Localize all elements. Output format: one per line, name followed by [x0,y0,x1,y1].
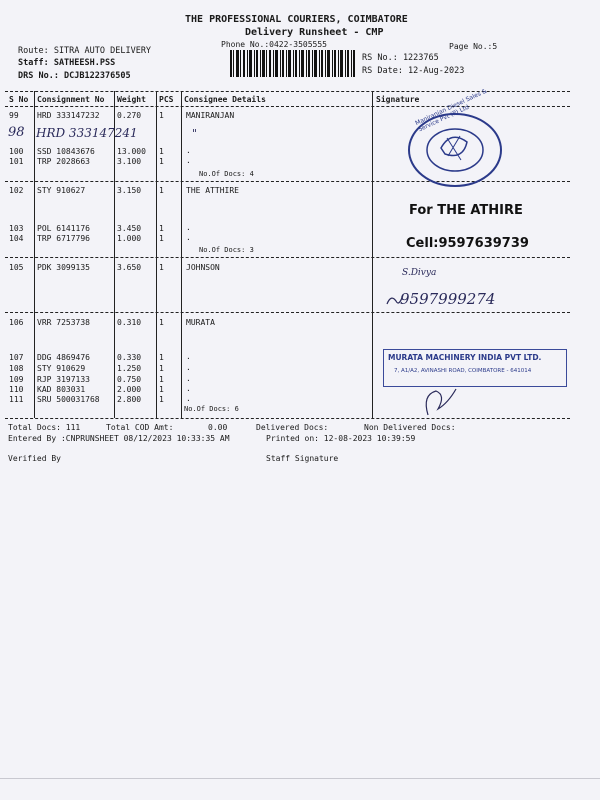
signature-scribble [420,385,460,419]
drs-number: DRS No.: DCJB122376505 [18,71,131,81]
staff: Staff: SATHEESH.PSS [18,58,116,68]
group-rule [5,312,570,313]
col-divider [114,91,115,418]
group-rule [5,257,570,258]
col-consignee: Consignee Details [184,95,266,104]
signature-scribble [385,292,405,308]
col-pcs: PCS [159,95,174,104]
page-bottom-edge [0,778,600,779]
murata-stamp [383,349,567,387]
handwritten-phone: 9597999274 [400,290,496,308]
murata-stamp-address: 7, A1/A2, AVINASHI ROAD, COIMBATORE - 641014 [394,368,532,374]
non-delivered-docs: Non Delivered Docs: [364,423,456,432]
total-docs: Total Docs: 111 [8,423,81,432]
col-divider [372,91,373,418]
verified-by: Verified By [8,454,61,463]
athire-stamp-name: For THE ATHIRE [409,203,523,218]
rs-date: RS Date: 12-Aug-2023 [362,66,465,76]
phone-number: Phone No.:0422-3505555 [221,40,327,49]
stamp-text: Maniranjan Diesel Sales & Service Pvt (P) Ltd [414,87,489,134]
murata-stamp-name: MURATA MACHINERY INDIA PVT LTD. [388,353,542,362]
col-weight: Weight [117,95,146,104]
total-cod-label: Total COD Amt: [106,423,174,432]
athire-stamp-cell: Cell:9597639739 [406,236,529,251]
col-divider [181,91,182,418]
docs-count: No.Of Docs: 3 [199,246,254,254]
company-title: THE PROFESSIONAL COURIERS, COIMBATORE [185,14,408,25]
barcode [230,50,355,77]
runsheet-page: THE PROFESSIONAL COURIERS, COIMBATORE Delivery Runsheet - CMP Phone No.:0422-3505555 Page No.:5 Route: SITRA AUTO DELIVERY Staff: SATHEESH.PSS DRS No.: DCJB122376505 RS No.: 1223765 RS Date: 12-Aug-2023 S No Consignment No Weight PCS Consignee Details Signature 99 HRD 333147232 0.270 1 MANIRANJAN 98 HRD 333147241 " 100 SSD 10843676 13.000 1 . 101 TRP 2028663 3.100 1 . No.Of Docs: 4 Maniranjan Diesel Sales & Service Pvt (P) Ltd 102 STY 910627 3.150 1 THE ATTHIRE 103 POL 6141176 3.450 1 . 104 TRP 6717796 1.000 1 . No.Of Docs: 3 For THE ATHIRE Cell:9597639739 105 PDK 3099135 3.650 1 JOHNSON S.Divya 9597999274 106 VRR 7253738 0.310 1 MURATA 107 DDG 4869476 0.330 1 . 108 STY 910629 1.250 1 . 109 RJP 3197133 0.750 1 . 110 KAD 803031 2.000 1 . 111 SRU 500031768 2.800 1 . No.Of Docs: 6 MURATA MACHINERY INDIA PVT LTD. 7, A1/A2, AVINASHI ROAD, COIMBATORE - 641014 Total Docs: 111 Total COD Amt: 0.00 Delivered Docs: Non Delivered Docs: Entered By :CNPRUNSHEET 08/12/2023 10:33:35 AM Printed on: 12-08-2023 10:39:59 Verified By Staff Signature [0,0,600,800]
route: Route: SITRA AUTO DELIVERY [18,46,152,56]
total-cod-value: 0.00 [208,423,228,432]
col-divider [34,91,35,418]
rs-number: RS No.: 1223765 [362,53,439,63]
staff-signature: Staff Signature [266,454,339,463]
page-number: Page No.:5 [449,42,498,51]
col-consignment: Consignment No [37,95,105,104]
printed-on: Printed on: 12-08-2023 10:39:59 [266,434,416,443]
entered-by: Entered By :CNPRUNSHEET 08/12/2023 10:33:35 AM [8,434,230,443]
table-header-rule [5,106,570,107]
handwritten-consignment: HRD 333147241 [36,126,138,140]
col-divider [156,91,157,418]
docs-count: No.Of Docs: 4 [199,170,254,178]
handwritten-name: S.Divya [402,268,437,278]
handwritten-ditto: " [192,127,198,140]
col-signature: Signature [376,95,420,104]
col-sno: S No [9,95,29,104]
docs-count: No.Of Docs: 6 [184,405,239,413]
footer-rule [5,418,570,419]
delivered-docs: Delivered Docs: [256,423,329,432]
runsheet-subtitle: Delivery Runsheet - CMP [245,27,384,38]
handwritten-sno: 98 [8,125,25,140]
